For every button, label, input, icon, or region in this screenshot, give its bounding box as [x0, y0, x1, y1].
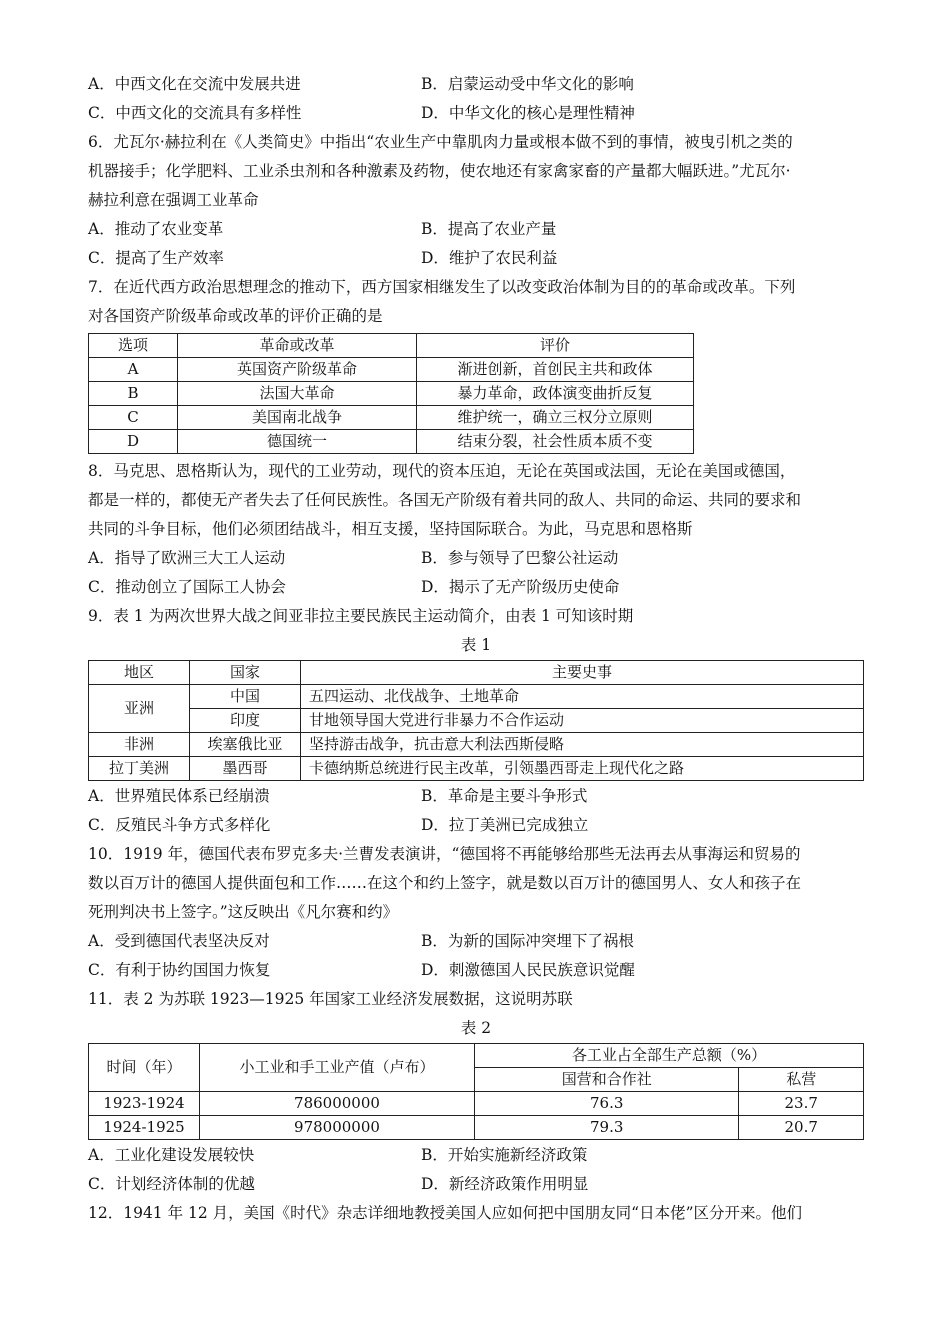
- q8-options-row-1: [88, 544, 864, 573]
- q9-option-a: A．世界殖民体系已经崩溃: [88, 787, 270, 805]
- table-row: [89, 358, 694, 382]
- table-cell: 23.7: [739, 1092, 864, 1116]
- table-header-cell: 地区: [89, 661, 190, 685]
- q8-stem-line-2: 都是一样的，都使无产者失去了任何民族性。各国无产阶级有着共同的敌人、共同的命运、共同的要求和: [88, 491, 802, 509]
- q5-options-row-1: [88, 70, 864, 99]
- table-cell: 1924-1925: [89, 1116, 200, 1140]
- table-cell: 拉丁美洲: [89, 757, 190, 781]
- table-header-cell: 小工业和手工业产值（卢布）: [200, 1044, 475, 1092]
- table-header-row: [89, 661, 864, 685]
- q9-stem: 9．表 1 为两次世界大战之间亚非拉主要民族民主运动简介，由表 1 可知该时期: [88, 607, 634, 625]
- q8-stem-line-3: 共同的斗争目标，他们必须团结战斗，相互支援，坚持国际联合。为此，马克思和恩格斯: [88, 520, 693, 538]
- table-row: [89, 1092, 864, 1116]
- q10-stem-line-3: 死刑判决书上签字。”这反映出《凡尔赛和约》: [88, 903, 399, 921]
- table-row: [89, 733, 864, 757]
- table-cell: 1923-1924: [89, 1092, 200, 1116]
- q10-stem-line-2: 数以百万计的德国人提供面包和工作……在这个和约上签字，就是数以百万计的德国男人、女人和孩子在: [88, 874, 802, 892]
- table-row: [89, 685, 864, 709]
- q6-option-b: B．提高了农业产量: [421, 220, 557, 238]
- table-cell: C: [89, 406, 178, 430]
- q8-option-c: C．推动创立了国际工人协会: [88, 578, 286, 596]
- table-row: [89, 430, 694, 454]
- table-cell: 76.3: [475, 1092, 739, 1116]
- q9-options-row-1: [88, 782, 864, 811]
- q11-option-c: C．计划经济体制的优越: [88, 1175, 255, 1193]
- q6-stem-line-3: 赫拉利意在强调工业革命: [88, 191, 259, 209]
- table-cell: 印度: [190, 709, 301, 733]
- q12-stem: 12．1941 年 12 月，美国《时代》杂志详细地教授美国人应如何把中国朋友同“日本佬”区分开来。他们: [88, 1204, 803, 1222]
- q9-options-row-2: [88, 811, 864, 840]
- table-cell: 甘地领导国大党进行非暴力不合作运动: [301, 709, 864, 733]
- q5-option-a: A．中西文化在交流中发展共进: [88, 75, 301, 93]
- table-cell: 中国: [190, 685, 301, 709]
- q10-options-row-2: [88, 956, 864, 985]
- table-cell: B: [89, 382, 178, 406]
- table-cell: 埃塞俄比亚: [190, 733, 301, 757]
- table-cell: 英国资产阶级革命: [178, 358, 417, 382]
- table-cell: 维护统一，确立三权分立原则: [417, 406, 694, 430]
- table-cell: 79.3: [475, 1116, 739, 1140]
- table-cell: 结束分裂，社会性质本质不变: [417, 430, 694, 454]
- q11-options-row-2: [88, 1170, 864, 1199]
- table-header-cell: 革命或改革: [178, 334, 417, 358]
- q8-stem-line-1: 8．马克思、恩格斯认为，现代的工业劳动，现代的资本压迫，无论在英国或法国，无论在美国或德国，: [88, 462, 796, 480]
- table-cell: 坚持游击战争，抗击意大利法西斯侵略: [301, 733, 864, 757]
- q6-options-row-2: [88, 244, 864, 273]
- table-row: [89, 406, 694, 430]
- q10-stem-line-1: 10．1919 年，德国代表布罗克多夫·兰曹发表演讲，“德国将不再能够给那些无法再去从事海运和贸易的: [88, 845, 801, 863]
- q10-options-row-1: [88, 927, 864, 956]
- q9-option-d: D．拉丁美洲已完成独立: [421, 816, 589, 834]
- q8-option-a: A．指导了欧洲三大工人运动: [88, 549, 286, 567]
- q5-option-c: C．中西文化的交流具有多样性: [88, 104, 302, 122]
- q8-options-row-2: [88, 573, 864, 602]
- table-row: [89, 757, 864, 781]
- table-header-cell: 私营: [739, 1068, 864, 1092]
- table-cell: 渐进创新，首创民主共和政体: [417, 358, 694, 382]
- table-cell: 786000000: [200, 1092, 475, 1116]
- table-1-caption: 表 1: [460, 636, 492, 654]
- table-header-row: [89, 1044, 864, 1068]
- table-cell: 五四运动、北伐战争、土地革命: [301, 685, 864, 709]
- q11-options-row-1: [88, 1141, 864, 1170]
- q11-option-d: D．新经济政策作用明显: [421, 1175, 589, 1193]
- region-cell-asia: 亚洲: [89, 685, 190, 733]
- table-row: [89, 382, 694, 406]
- q6-stem-line-1: 6．尤瓦尔·赫拉利在《人类简史》中指出“农业生产中靠肌肉力量或根本做不到的事情，被曳引机之类的: [88, 133, 793, 151]
- table-cell: 非洲: [89, 733, 190, 757]
- table-cell: 978000000: [200, 1116, 475, 1140]
- table-cell: 20.7: [739, 1116, 864, 1140]
- table-cell: 美国南北战争: [178, 406, 417, 430]
- q10-option-b: B．为新的国际冲突埋下了祸根: [421, 932, 634, 950]
- q10-option-a: A．受到德国代表坚决反对: [88, 932, 270, 950]
- table-cell: 墨西哥: [190, 757, 301, 781]
- table-cell: A: [89, 358, 178, 382]
- table-header-cell: 选项: [89, 334, 178, 358]
- q6-stem-line-2: 机器接手；化学肥料、工业杀虫剂和各种激素及药物，使农地还有家禽家畜的产量都大幅跃进。”尤瓦尔·: [88, 162, 791, 180]
- q7-stem-line-2: 对各国资产阶级革命或改革的评价正确的是: [88, 307, 383, 325]
- table-row: [89, 1116, 864, 1140]
- table-header-row: [89, 334, 694, 358]
- q8-option-b: B．参与领导了巴黎公社运动: [421, 549, 619, 567]
- table-header-cell: 主要史事: [301, 661, 864, 685]
- q6-option-c: C．提高了生产效率: [88, 249, 224, 267]
- table-header-cell: 国营和合作社: [475, 1068, 739, 1092]
- q9-option-b: B．革命是主要斗争形式: [421, 787, 588, 805]
- q7-stem-line-1: 7．在近代西方政治思想理念的推动下，西方国家相继发生了以改变政治体制为目的的革命或改革。下列: [88, 278, 796, 296]
- table-header-cell: 时间（年）: [89, 1044, 200, 1092]
- table-2-caption: 表 2: [460, 1019, 492, 1037]
- q6-option-a: A．推动了农业变革: [88, 220, 224, 238]
- table-header-cell: 评价: [417, 334, 694, 358]
- q7-table: [88, 333, 694, 454]
- table-cell: D: [89, 430, 178, 454]
- q11-option-a: A．工业化建设发展较快: [88, 1146, 255, 1164]
- q11-stem: 11．表 2 为苏联 1923—1925 年国家工业经济发展数据，这说明苏联: [88, 990, 573, 1008]
- table-row: [89, 709, 864, 733]
- q5-option-d: D．中华文化的核心是理性精神: [421, 104, 635, 122]
- table-header-cell: 各工业占全部生产总额（%）: [475, 1044, 864, 1068]
- q11-option-b: B．开始实施新经济政策: [421, 1146, 588, 1164]
- table-cell: 德国统一: [178, 430, 417, 454]
- table-cell: 卡德纳斯总统进行民主改革，引领墨西哥走上现代化之路: [301, 757, 864, 781]
- table-cell: 法国大革命: [178, 382, 417, 406]
- exam-page: [88, 70, 864, 1228]
- q11-table: [88, 1043, 864, 1140]
- table-cell: 暴力革命，政体演变曲折反复: [417, 382, 694, 406]
- q10-option-d: D．刺激德国人民民族意识觉醒: [421, 961, 635, 979]
- table-header-cell: 国家: [190, 661, 301, 685]
- q6-option-d: D．维护了农民利益: [421, 249, 558, 267]
- q10-option-c: C．有利于协约国国力恢复: [88, 961, 271, 979]
- q5-option-b: B．启蒙运动受中华文化的影响: [421, 75, 634, 93]
- q8-option-d: D．揭示了无产阶级历史使命: [421, 578, 620, 596]
- q9-table: [88, 660, 864, 781]
- q6-options-row-1: [88, 215, 864, 244]
- q9-option-c: C．反殖民斗争方式多样化: [88, 816, 271, 834]
- q5-options-row-2: [88, 99, 864, 128]
